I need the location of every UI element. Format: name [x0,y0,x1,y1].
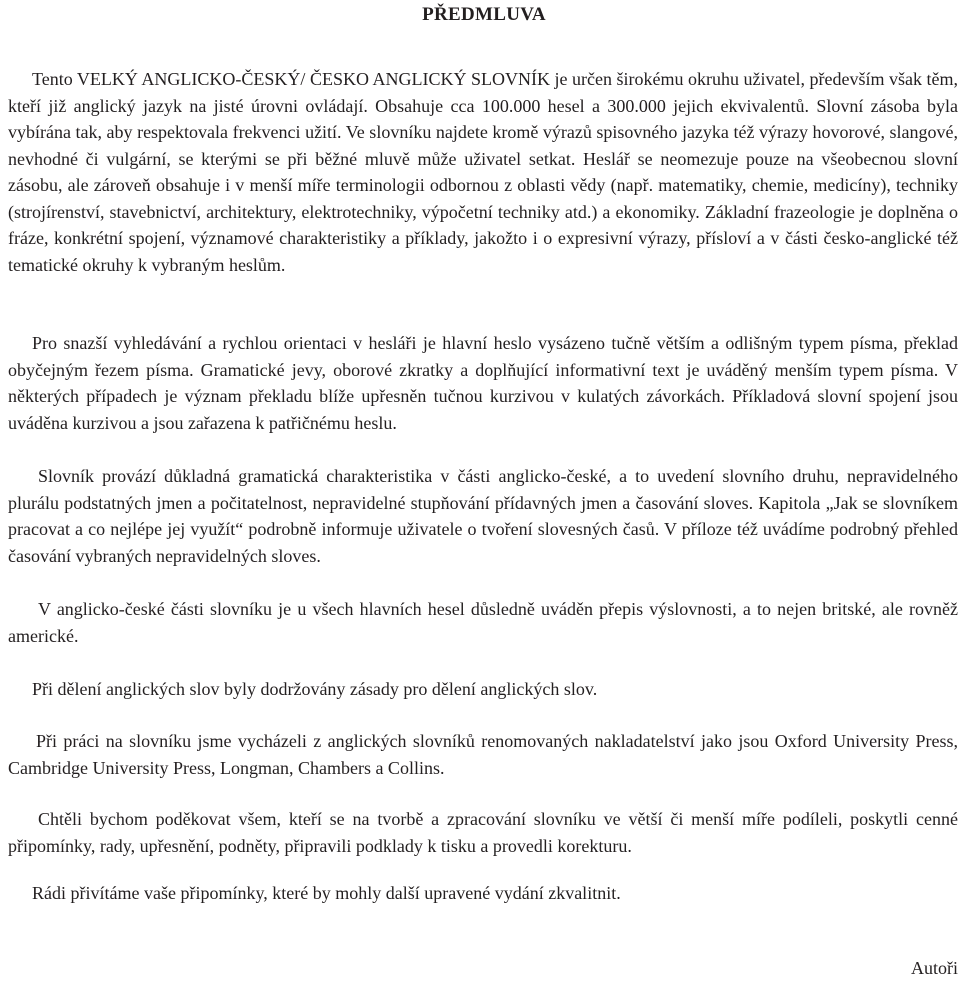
signature-authors: Autoři [911,958,958,978]
page-title: PŘEDMLUVA [422,4,546,25]
paragraph-pronunciation: V anglicko-české části slovníku je u všech hlavních hesel důsledně uváděn přepis výslovnosti, a to nejen britské, ale rovněž americké. [8,599,958,646]
paragraph-grammar: Slovník provází důkladná gramatická charakteristika v části anglicko-české, a to uvedení slovního druhu, nepravidelného plurálu podstatných jmen a počitatelnost, nepravidelné stupňování přídavných jmen a časování sloves. Kapitola „Jak se slovníkem pracovat a co nejlépe jej využít“ podrobně informuje uživatele o tvoření slovesných časů. V příloze též uvádíme podrobný přehled časování vybraných nepravidelných sloves. [8,466,958,566]
paragraph-thanks: Chtěli bychom poděkovat všem, kteří se na tvorbě a zpracování slovníku ve větší či menší míře podíleli, poskytli cenné připomínky, rady, upřesnění, podněty, připravili podklady k tisku a provedli korekturu. [8,809,958,856]
preface-page [8,0,960,981]
paragraph-hyphenation: Při dělení anglických slov byly dodržovány zásady pro dělení anglických slov. [32,679,598,699]
paragraph-layout: Pro snazší vyhledávání a rychlou orientaci v hesláři je hlavní heslo vysázeno tučně větším a odlišným typem písma, překlad obyčejným řezem písma. Gramatické jevy, oborové zkratky a doplňující informativní text je uváděný menším typem písma. V některých případech je význam překladu blíže upřesněn tučnou kurzivou v kulatých závorkách. Příkladová slovní spojení jsou uváděna kurzivou a jsou zařazena k patřičnému heslu. [8,333,958,433]
paragraph-intro: Tento VELKÝ ANGLICKO-ČESKÝ/ ČESKO ANGLICKÝ SLOVNÍK je určen širokému okruhu uživatel, především však těm, kteří již anglický jazyk na jisté úrovni ovládají. Obsahuje cca 100.000 hesel a 300.000 jejich ekvivalentů. Slovní zásoba byla vybírána tak, aby respektovala frekvenci užití. Ve slovníku najdete kromě výrazů spisovného jazyka též výrazy hovorové, slangové, nevhodné či vulgární, se kterými se při běžné mluvě může uživatel setkat. Heslář se neomezuje pouze na všeobecnou slovní zásobu, ale zároveň obsahuje i v menší míře terminologii odbornou z oblasti vědy (např. matematiky, chemie, medicíny), techniky (strojírenství, stavebnictví, architektury, elektrotechniky, výpočetní techniky atd.) a ekonomiky. Základní frazeologie je doplněna o fráze, konkrétní spojení, významové charakteristiky a příklady, jakožto i o expresivní výrazy, přísloví a v části česko-anglické též tematické okruhy k vybraným heslům. [8,69,958,275]
paragraph-feedback: Rádi přivítáme vaše připomínky, které by mohly další upravené vydání zkvalitnit. [32,883,621,903]
paragraph-sources: Při práci na slovníku jsme vycházeli z anglických slovníků renomovaných nakladatelství jako jsou Oxford University Press, Cambridge University Press, Longman, Chambers a Collins. [8,731,958,778]
